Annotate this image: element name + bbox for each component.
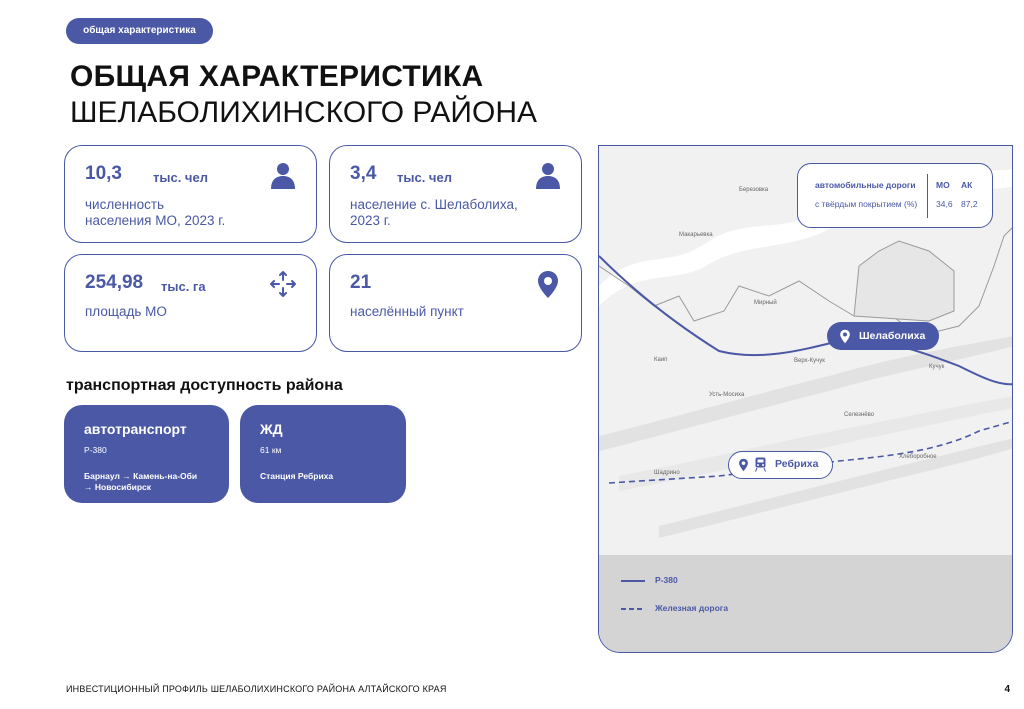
person-icon: [533, 160, 563, 190]
stat-value: 21: [350, 272, 372, 293]
legend-label: Железная дорога: [655, 603, 729, 613]
solid-line-icon: [621, 577, 645, 585]
stat-desc: населённый пункт: [350, 304, 464, 319]
roads-label: автомобильные дороги: [815, 180, 916, 190]
map-marker-shelabolikha[interactable]: [827, 322, 939, 350]
transport-section-title: транспортная доступность района: [66, 377, 343, 394]
map-marker-rebrikha[interactable]: [728, 451, 833, 479]
dashed-line-icon: [621, 605, 645, 613]
map-label: Кучук: [929, 364, 945, 370]
route-line: Барнаул → Камень-на-Оби: [84, 471, 198, 481]
stat-desc: 2023 г.: [350, 213, 391, 228]
map-label: Хлеборобное: [899, 454, 937, 460]
section-tag: общая характеристика: [66, 18, 213, 44]
roads-col-ak-value: 87,2: [961, 199, 978, 209]
location-pin-icon: [839, 329, 851, 344]
map-label: Мирный: [754, 300, 777, 306]
transport-route: [84, 471, 197, 493]
roads-col-mo-value: 34,6: [936, 199, 953, 209]
map-legend: [599, 555, 1013, 653]
page-subtitle: ШЕЛАБОЛИХИНСКОГО РАЙОНА: [70, 96, 537, 129]
location-pin-icon: [533, 269, 563, 299]
stat-card-settlements: [329, 254, 582, 352]
stat-card-area: [64, 254, 317, 352]
page-number: 4: [1004, 684, 1010, 695]
page-title: ОБЩАЯ ХАРАКТЕРИСТИКА: [70, 60, 484, 93]
roads-info-panel: [797, 163, 993, 228]
stat-card-population-village: [329, 145, 582, 243]
map-label: Макарьевка: [679, 232, 713, 238]
marker-label: Шелаболиха: [859, 330, 926, 342]
person-icon: [268, 160, 298, 190]
footer-text: ИНВЕСТИЦИОННЫЙ ПРОФИЛЬ ШЕЛАБОЛИХИНСКОГО РАЙОНА АЛТАЙСКОГО КРАЯ: [66, 684, 447, 694]
route-line: → Новосибирск: [84, 482, 151, 492]
roads-sublabel: с твёрдым покрытием (%): [815, 199, 918, 209]
legend-item-railway: [621, 603, 728, 613]
legend-label: Р-380: [655, 575, 678, 585]
stat-card-population-mo: [64, 145, 317, 243]
divider: [927, 174, 928, 218]
stat-desc: населения МО, 2023 г.: [85, 213, 226, 228]
stat-desc: площадь МО: [85, 304, 167, 319]
location-pin-icon: [738, 458, 749, 472]
marker-label: Ребриха: [775, 458, 819, 470]
map-label: Усть-Мосиха: [709, 392, 745, 398]
map-label: Каип: [654, 357, 668, 363]
stat-unit: тыс. чел: [153, 170, 208, 185]
stat-unit: тыс. чел: [397, 170, 452, 185]
roads-col-mo-head: МО: [936, 180, 950, 190]
transport-name: ЖД: [260, 421, 283, 437]
transport-name: автотранспорт: [84, 421, 187, 437]
transport-sub: Р-380: [84, 445, 107, 455]
transport-sub: 61 км: [260, 445, 282, 455]
area-arrows-icon: [268, 269, 298, 299]
map-label: Березовка: [739, 187, 769, 193]
route-line: Станция Ребриха: [260, 471, 334, 481]
legend-item-road: [621, 575, 678, 585]
transport-card-rail: [240, 405, 406, 503]
stat-unit: тыс. га: [161, 279, 206, 294]
train-icon: [754, 457, 767, 472]
map-label: Селезнёво: [844, 412, 875, 418]
map-label: Верх-Кучук: [794, 358, 825, 364]
transport-route: [260, 471, 333, 482]
roads-col-ak-head: АК: [961, 180, 973, 190]
stat-desc: численность: [85, 197, 165, 212]
stat-value: 10,3: [85, 163, 122, 184]
transport-card-auto: [64, 405, 229, 503]
stat-value: 254,98: [85, 272, 144, 293]
stat-value: 3,4: [350, 163, 377, 184]
stat-desc: население с. Шелаболиха,: [350, 197, 518, 212]
map-label: Шадрино: [654, 470, 680, 476]
